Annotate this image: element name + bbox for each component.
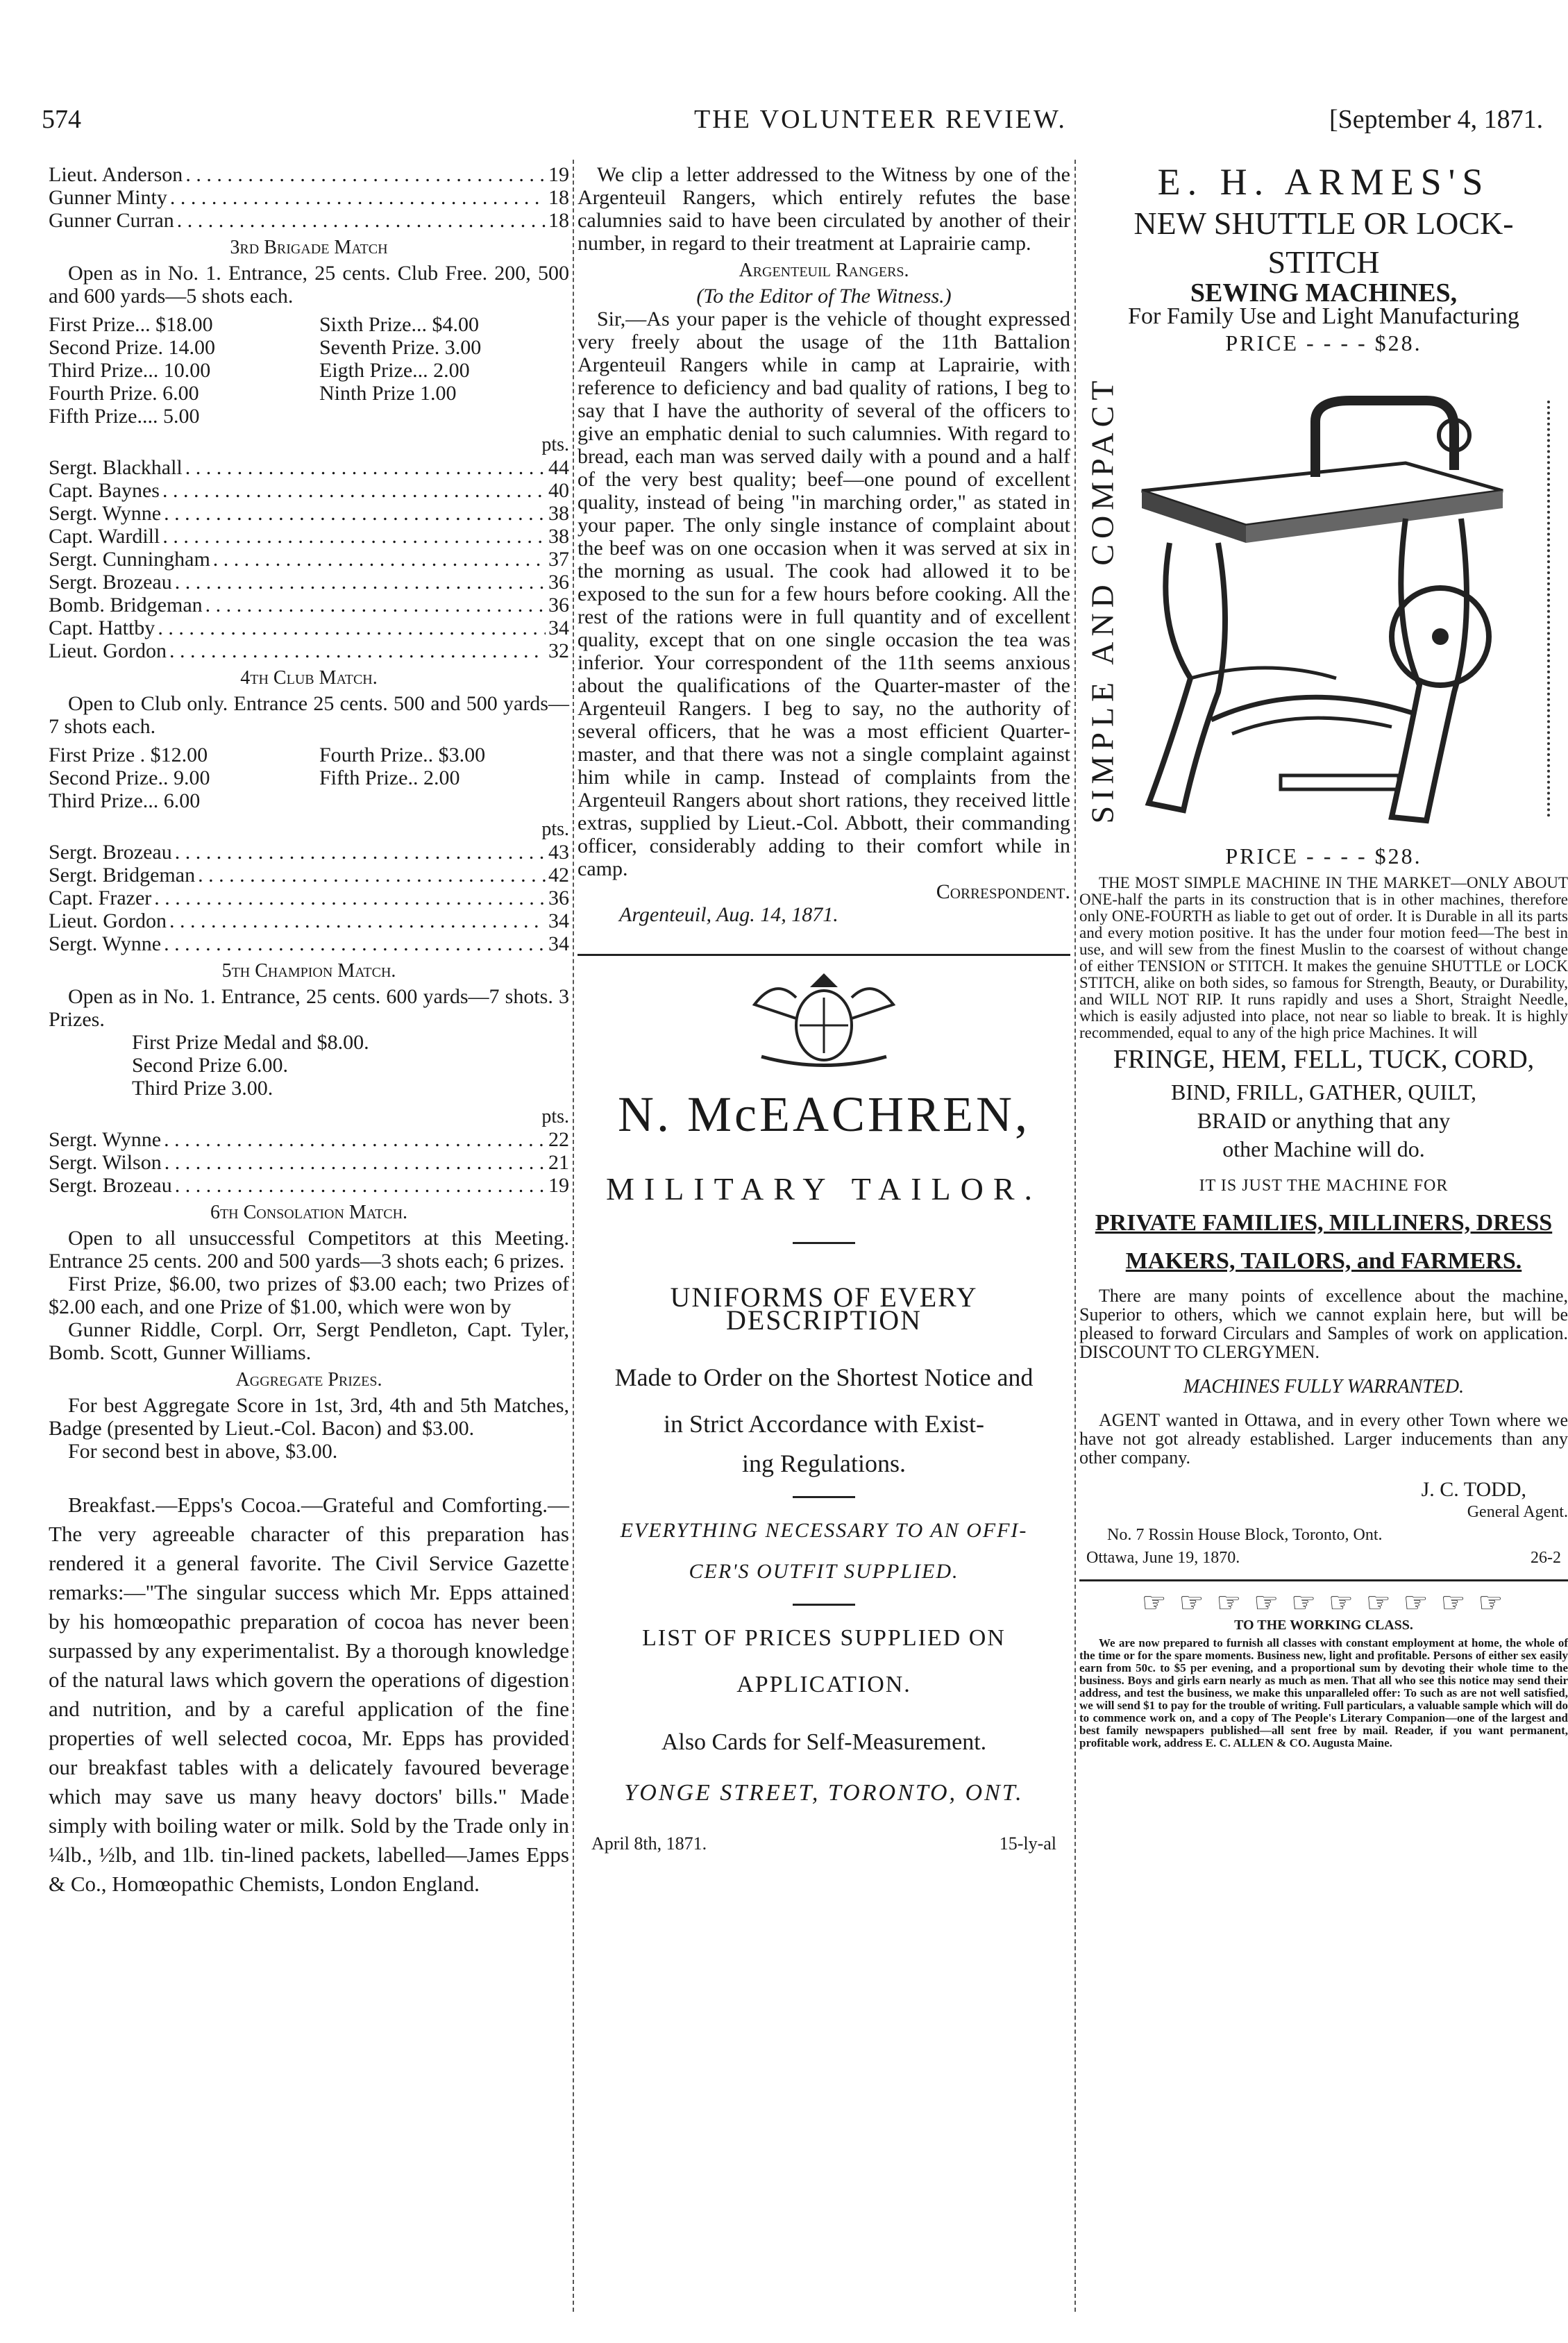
score-list <box>49 456 569 662</box>
section-heading: 5th Champion Match. <box>221 960 396 982</box>
hand-icon-row: ☞ ☞ ☞ ☞ ☞ ☞ ☞ ☞ ☞ ☞ <box>1141 1587 1506 1618</box>
ad-line: APPLICATION. <box>736 1672 911 1697</box>
tailor-trade: MILITARY TAILOR. <box>605 1171 1043 1207</box>
score-list <box>49 163 569 232</box>
price-bottom: PRICE - - - - $28. <box>1225 843 1422 868</box>
ad-footer: April 8th, 1871. 15-ly-al <box>591 1833 1056 1854</box>
ad-body: THE MOST SIMPLE MACHINE IN THE MARKET—ONLY ABOUT ONE-half the parts in its construction that is in other machines, therefore only ONE-FOURTH as liable to get out of order. It is Durable in all its parts and every motion positive. It has the under four motion feed—The best in use, and will sew from the finest Muslin to the coarsest of without change of either TENSION or STITCH. It makes the genuine SHUTTLE or LOCK STITCH, alike on both sides, so famous for Strength, Beauty, or Durability, and WILL NOT RIP. It runs rapidly and uses a Short, Straight Needle, which is easily adjusted into place, not near so liable to break. It is highly recommended, equal to any of the high price Machines. It will <box>1079 874 1568 1041</box>
ad-line: MAKERS, TAILORS, and FARMERS. <box>1125 1248 1522 1274</box>
issue-date: [September 4, 1871. <box>1329 105 1544 134</box>
column-divider <box>573 160 574 2312</box>
score-row: Capt. Baynes . . . 40 <box>49 479 569 502</box>
ad-line: Made to Order on the Shortest Notice and <box>614 1363 1034 1391</box>
pts-label: pts. <box>541 818 569 840</box>
ad-line: Also Cards for Self-Measurement. <box>661 1729 987 1755</box>
divider <box>793 1242 855 1244</box>
letter-addressee: (To the Editor of The Witness.) <box>696 285 952 308</box>
score-row: Lieut. Gordon . . . 34 <box>49 909 569 932</box>
page-header <box>42 104 1568 146</box>
prize-list: First Prize . $12.00 Fourth Prize.. $3.00 Second Prize.. 9.00 Fifth Prize.. 2.00 Third Prize... 6.00 <box>49 744 486 812</box>
ad-paragraph: There are many points of excellence about the machine, Superior to others, which we cannot explain here, but will be pleased to forward Circulars and Samples of work on application. DISCOUNT TO CLERGYMEN. <box>1079 1286 1568 1362</box>
paragraph: For best Aggregate Score in 1st, 3rd, 4th and 5th Matches, Badge (presented by Lieut.-Col. Bacon) and $3.00. <box>49 1394 569 1440</box>
letter-body: Sir,—As your paper is the vehicle of thought expressed very freely about the usage of the 11th Battalion Argenteuil Rangers while in camp at Laprairie, with reference to deficiency and bad quality of rations, I beg to say that I have the authority of several of the officers to give an emphatic denial to such calumnies. With regard to bread, each man was served daily with a pound and a half of the very best quality; beef—one pound of excellent quality, instead of being "in marching order," as stated in your paper. The only single instance of complaint about the beef was on one occasion when it was served at six in the morning as usual. The cook had allowed it to be exposed to the sun for a few hours before cooking. All the rest of the rations were in full quantity and of excellent quality, except that on one single occasion the tea was inferior. Your correspondent of the 11th seems anxious about the qualifications of the Quarter-master of the Argenteuil Rangers. I beg to say, no the authority of several officers, that he was a most efficient Quarter-master, and that there was not a single complaint against him while in camp. Instead of complaints from the Argenteuil Rangers about short rations, they received little extras, supplied by Lieut.-Col. Abbott, their commanding officer, considerably adding to their comfort while in camp. <box>578 308 1070 880</box>
score-row: Sergt. Wynne . . . 34 <box>49 932 569 955</box>
sewing-machine-advertisement <box>1079 160 1568 1749</box>
column-one <box>49 163 569 1899</box>
ad-line: LIST OF PRICES SUPPLIED ON <box>642 1625 1006 1651</box>
ad-line: EVERYTHING NECESSARY TO AN OFFI- <box>620 1519 1028 1542</box>
pts-label: pts. <box>541 1106 569 1127</box>
epps-cocoa-ad: Breakfast.—Epps's Cocoa.—Grateful and Comforting.—The very agreeable character of this preparation has rendered it a general favorite. The Civil Service Gazette remarks:—"The singular success which Mr. Epps attained by his homœopathic preparation of cocoa has never been surpassed by any experimentalist. By a thorough knowledge of the natural laws which govern the operations of digestion and nutrition, and by a careful application of the fine properties of well selected cocoa, Mr. Epps has provided our breakfast tables with a delicately favoured beverage which may save us many heavy doctors' bills." Made simply with boiling water or milk. Sold by the Trade only in ¼lb., ½lb, and 1lb. tin-lined packets, labelled—James Epps & Co., Homœopathic Chemists, London England. <box>49 1493 569 1896</box>
ad-line: MACHINES FULLY WARRANTED. <box>1183 1376 1465 1397</box>
ad-line: BRAID or anything that any <box>1197 1108 1451 1133</box>
ad-line: ing Regulations. <box>742 1450 906 1477</box>
ad-address: YONGE STREET, TORONTO, ONT. <box>624 1780 1024 1806</box>
ad-product: SEWING MACHINES, <box>1190 278 1458 308</box>
paragraph: Open to Club only. Entrance 25 cents. 500 and 500 yards—7 shots each. <box>49 692 569 738</box>
score-row: Sergt. Wilson . . . 21 <box>49 1151 569 1174</box>
paragraph: Open to all unsuccessful Competitors at this Meeting. Entrance 25 cents. 200 and 500 yards—3 shots each; 6 prizes. <box>49 1227 569 1273</box>
ad-brand: E. H. ARMES'S <box>1157 161 1490 203</box>
agent-name: J. C. TODD, <box>1421 1478 1526 1501</box>
ad-footer: Ottawa, June 19, 1870. 26-2 <box>1086 1549 1561 1567</box>
score-row: Capt. Frazer . . . 36 <box>49 887 569 909</box>
score-row: Sergt. Wynne . . . 22 <box>49 1128 569 1151</box>
letter-intro: We clip a letter addressed to the Witness by one of the Argenteuil Rangers, which entirely refutes the base calumnies said to have been circulated by another of their number, in regard to their treatment at Laprairie camp. <box>578 163 1070 255</box>
pts-label: pts. <box>541 434 569 455</box>
ad-line: other Machine will do. <box>1222 1136 1425 1161</box>
section-heading: 3rd Brigade Match <box>230 237 388 258</box>
ad-line: CER'S OUTFIT SUPPLIED. <box>689 1560 959 1583</box>
ad-line: PRIVATE FAMILIES, MILLINERS, DRESS <box>1095 1210 1553 1236</box>
uniforms-line: UNIFORMS OF EVERY DESCRIPTION <box>670 1282 978 1336</box>
working-class-title: TO THE WORKING CLASS. <box>1234 1618 1413 1633</box>
letter-place: Argenteuil, Aug. 14, 1871. <box>619 903 838 926</box>
tailor-advertisement <box>578 970 1070 1855</box>
score-row: Bomb. Bridgeman . . . 36 <box>49 594 569 616</box>
score-list <box>49 1128 569 1197</box>
score-row: Sergt. Brozeau . . . 19 <box>49 1174 569 1197</box>
paragraph: For second best in above, $3.00. <box>68 1440 338 1463</box>
page-number: 574 <box>42 105 81 134</box>
agent-address: No. 7 Rossin House Block, Toronto, Ont. <box>1107 1526 1383 1544</box>
paragraph: First Prize, $6.00, two prizes of $3.00 each; two Prizes of $2.00 each, and one Prize of $1.00, which were won by <box>49 1273 569 1318</box>
section-heading: Aggregate Prizes. <box>235 1369 382 1391</box>
coat-of-arms-icon <box>578 970 1070 1079</box>
tailor-name: N. McEACHREN, <box>618 1086 1030 1142</box>
score-row: Sergt. Bridgeman . . . 42 <box>49 864 569 887</box>
paragraph: Open as in No. 1. Entrance, 25 cents. Club Free. 200, 500 and 600 yards—5 shots each. <box>49 262 569 308</box>
sewing-machine-icon <box>1128 359 1517 838</box>
divider <box>793 1604 855 1606</box>
score-row: Sergt. Cunningham . . . 37 <box>49 548 569 571</box>
score-row: Lieut. Gordon . . . 32 <box>49 639 569 662</box>
price-top: PRICE - - - - $28. <box>1225 330 1422 355</box>
score-row: Gunner Minty . . . 18 <box>49 186 569 209</box>
paragraph: Open as in No. 1. Entrance, 25 cents. 600 yards—7 shots. 3 Prizes. <box>49 985 569 1031</box>
sewing-machine-illustration <box>1079 359 1568 845</box>
score-list <box>49 841 569 955</box>
divider <box>793 1496 855 1498</box>
ad-line: BIND, FRILL, GATHER, QUILT, <box>1171 1080 1476 1105</box>
score-row: Gunner Curran . . . 18 <box>49 209 569 232</box>
ad-line: FRINGE, HEM, FELL, TUCK, CORD, <box>1113 1045 1535 1074</box>
page-title: THE VOLUNTEER REVIEW. <box>694 105 1067 134</box>
ad-subtitle: NEW SHUTTLE OR LOCK-STITCH <box>1133 205 1514 280</box>
score-row: Sergt. Wynne . . . 38 <box>49 502 569 525</box>
letter-signature: Correspondent. <box>936 880 1070 903</box>
section-heading: 4th Club Match. <box>240 667 378 689</box>
score-row: Sergt. Brozeau . . . 43 <box>49 841 569 864</box>
paragraph: Gunner Riddle, Corpl. Orr, Sergt Pendleton, Capt. Tyler, Bomb. Scott, Gunner Williams. <box>49 1318 569 1364</box>
working-class-text: We are now prepared to furnish all classes with constant employment at home, the whole of the time or for the spare moments. Business new, light and profitable. Persons of either sex easily earn from 50c. to $5 per evening, and a proportional sum by devoting their whole time to the business. Boys and girls earn nearly as much as men. That all who see this notice may send their address, and test the business, we make this unparalleled offer: To such as are not well satisfied, we will send $1 to pay for the trouble of writing. Full particulars, a valuable sample which will do to commence work on, and a copy of The People's Literary Companion—one of the largest and best family newspapers published—all sent free by mail. Reader, if you want permanent, profitable work, address E. C. ALLEN & CO. Augusta Maine. <box>1079 1636 1568 1749</box>
vertical-slogan: SIMPLE AND COMPACT <box>1084 375 1120 824</box>
vertical-border <box>1547 401 1568 817</box>
divider <box>578 954 1070 956</box>
ad-paragraph: AGENT wanted in Ottawa, and in every other Town where we have not got already established. Larger inducements than any other company. <box>1079 1410 1568 1468</box>
ad-line: in Strict Accordance with Exist- <box>664 1410 984 1438</box>
column-two <box>578 163 1070 1855</box>
score-row: Lieut. Anderson . . . 19 <box>49 163 569 186</box>
score-row: Capt. Hattby . . . 34 <box>49 616 569 639</box>
prize-list: First Prize Medal and $8.00. Second Prize 6.00. Third Prize 3.00. <box>132 1031 369 1100</box>
section-heading: 6th Consolation Match. <box>210 1202 408 1223</box>
score-row: Sergt. Blackhall . . . 44 <box>49 456 569 479</box>
ad-line: IT IS JUST THE MACHINE FOR <box>1199 1177 1449 1195</box>
score-row: Capt. Wardill . . . 38 <box>49 525 569 548</box>
score-row: Sergt. Brozeau . . . 36 <box>49 571 569 594</box>
ad-use: For Family Use and Light Manufacturing <box>1128 303 1519 329</box>
letter-title: Argenteuil Rangers. <box>739 260 909 281</box>
prize-list: First Prize... $18.00 Sixth Prize... $4.00 Second Prize. 14.00 Seventh Prize. 3.00 Third Prize... 10.00 Eigth Prize... 2.00 Fourth Prize. 6.00 Ninth Prize 1.00 Fifth Prize.... 5.00 <box>49 313 482 428</box>
agent-title: General Agent. <box>1467 1503 1568 1521</box>
divider <box>1079 1579 1568 1581</box>
column-divider <box>1074 160 1076 2312</box>
